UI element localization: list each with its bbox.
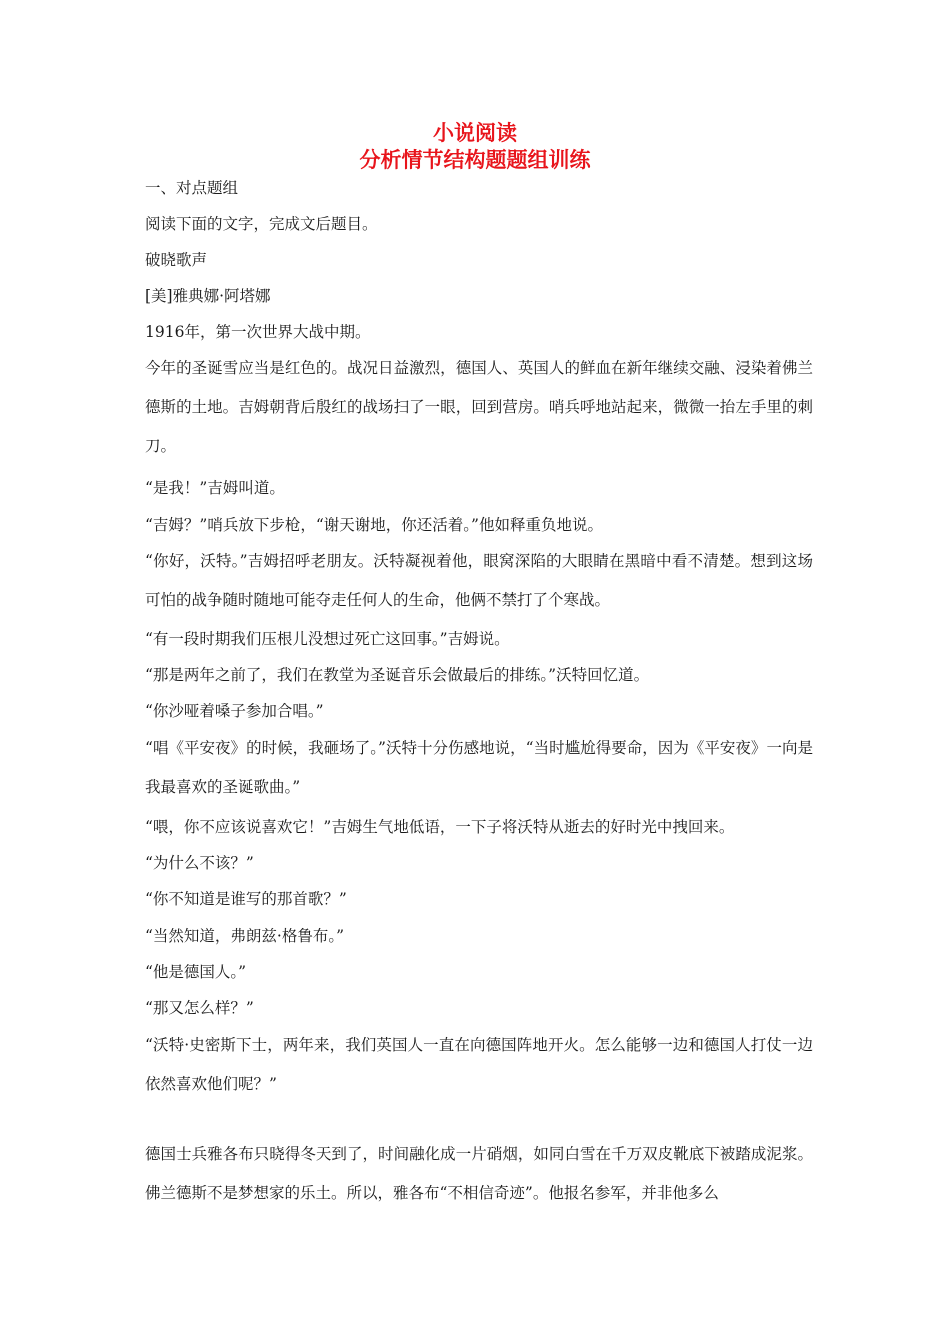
story-title: 破晓歌声 bbox=[145, 251, 208, 269]
story-author: [美]雅典娜·阿塔娜 bbox=[145, 287, 271, 305]
document-title: 小说阅读 bbox=[433, 121, 517, 145]
instruction-text: 阅读下面的文字，完成文后题目。 bbox=[145, 215, 378, 233]
paragraph: “你好，沃特。”吉姆招呼老朋友。沃特凝视着他，眼窝深陷的大眼睛在黑暗中看不清楚。想到这场可怕的战争随时随地可能夺走任何人的生命，他俩不禁打了个寒战。 bbox=[145, 552, 813, 609]
paragraph: 今年的圣诞雪应当是红色的。战况日益激烈，德国人、英国人的鲜血在新年继续交融、浸染着佛兰德斯的土地。吉姆朝背后殷红的战场扫了一眼，回到营房。哨兵呼地站起来，微微一抬左手里的刺刀。 bbox=[145, 359, 813, 455]
paragraph: “有一段时期我们压根儿没想过死亡这回事。”吉姆说。 bbox=[145, 630, 510, 648]
paragraph: “他是德国人。” bbox=[145, 963, 247, 981]
paragraph: “当然知道，弗朗兹·格鲁布。” bbox=[145, 927, 345, 945]
paragraph: “那又怎么样？” bbox=[145, 999, 254, 1017]
paragraph: 德国士兵雅各布只晓得冬天到了，时间融化成一片硝烟，如同白雪在千万双皮靴底下被踏成泥浆。佛兰德斯不是梦想家的乐土。所以，雅各布“不相信奇迹”。他报名参军，并非他多么 bbox=[145, 1145, 813, 1202]
paragraph: 1916年，第一次世界大战中期。 bbox=[145, 323, 371, 341]
paragraph: “吉姆？”哨兵放下步枪，“谢天谢地，你还活着。”他如释重负地说。 bbox=[145, 516, 603, 534]
paragraph: “你不知道是谁写的那首歌？” bbox=[145, 890, 347, 908]
paragraph: “沃特·史密斯下士，两年来，我们英国人一直在向德国阵地开火。怎么能够一边和德国人打仗一边依然喜欢他们呢？” bbox=[145, 1036, 813, 1093]
section-heading: 一、对点题组 bbox=[145, 179, 239, 197]
title-block bbox=[0, 120, 950, 174]
paragraph: “你沙哑着嗓子参加合唱。” bbox=[145, 702, 324, 720]
paragraph: “喂，你不应该说喜欢它！”吉姆生气地低语，一下子将沃特从逝去的好时光中拽回来。 bbox=[145, 818, 735, 836]
paragraph: “那是两年之前了，我们在教堂为圣诞音乐会做最后的排练。”沃特回忆道。 bbox=[145, 666, 650, 684]
paragraph: “是我！”吉姆叫道。 bbox=[145, 479, 285, 497]
paragraph: “唱《平安夜》的时候，我砸场了。”沃特十分伤感地说，“当时尴尬得要命，因为《平安夜》一向是我最喜欢的圣诞歌曲。” bbox=[145, 739, 813, 796]
paragraph: “为什么不该？” bbox=[145, 854, 254, 872]
document-subtitle: 分析情节结构题题组训练 bbox=[359, 148, 591, 172]
